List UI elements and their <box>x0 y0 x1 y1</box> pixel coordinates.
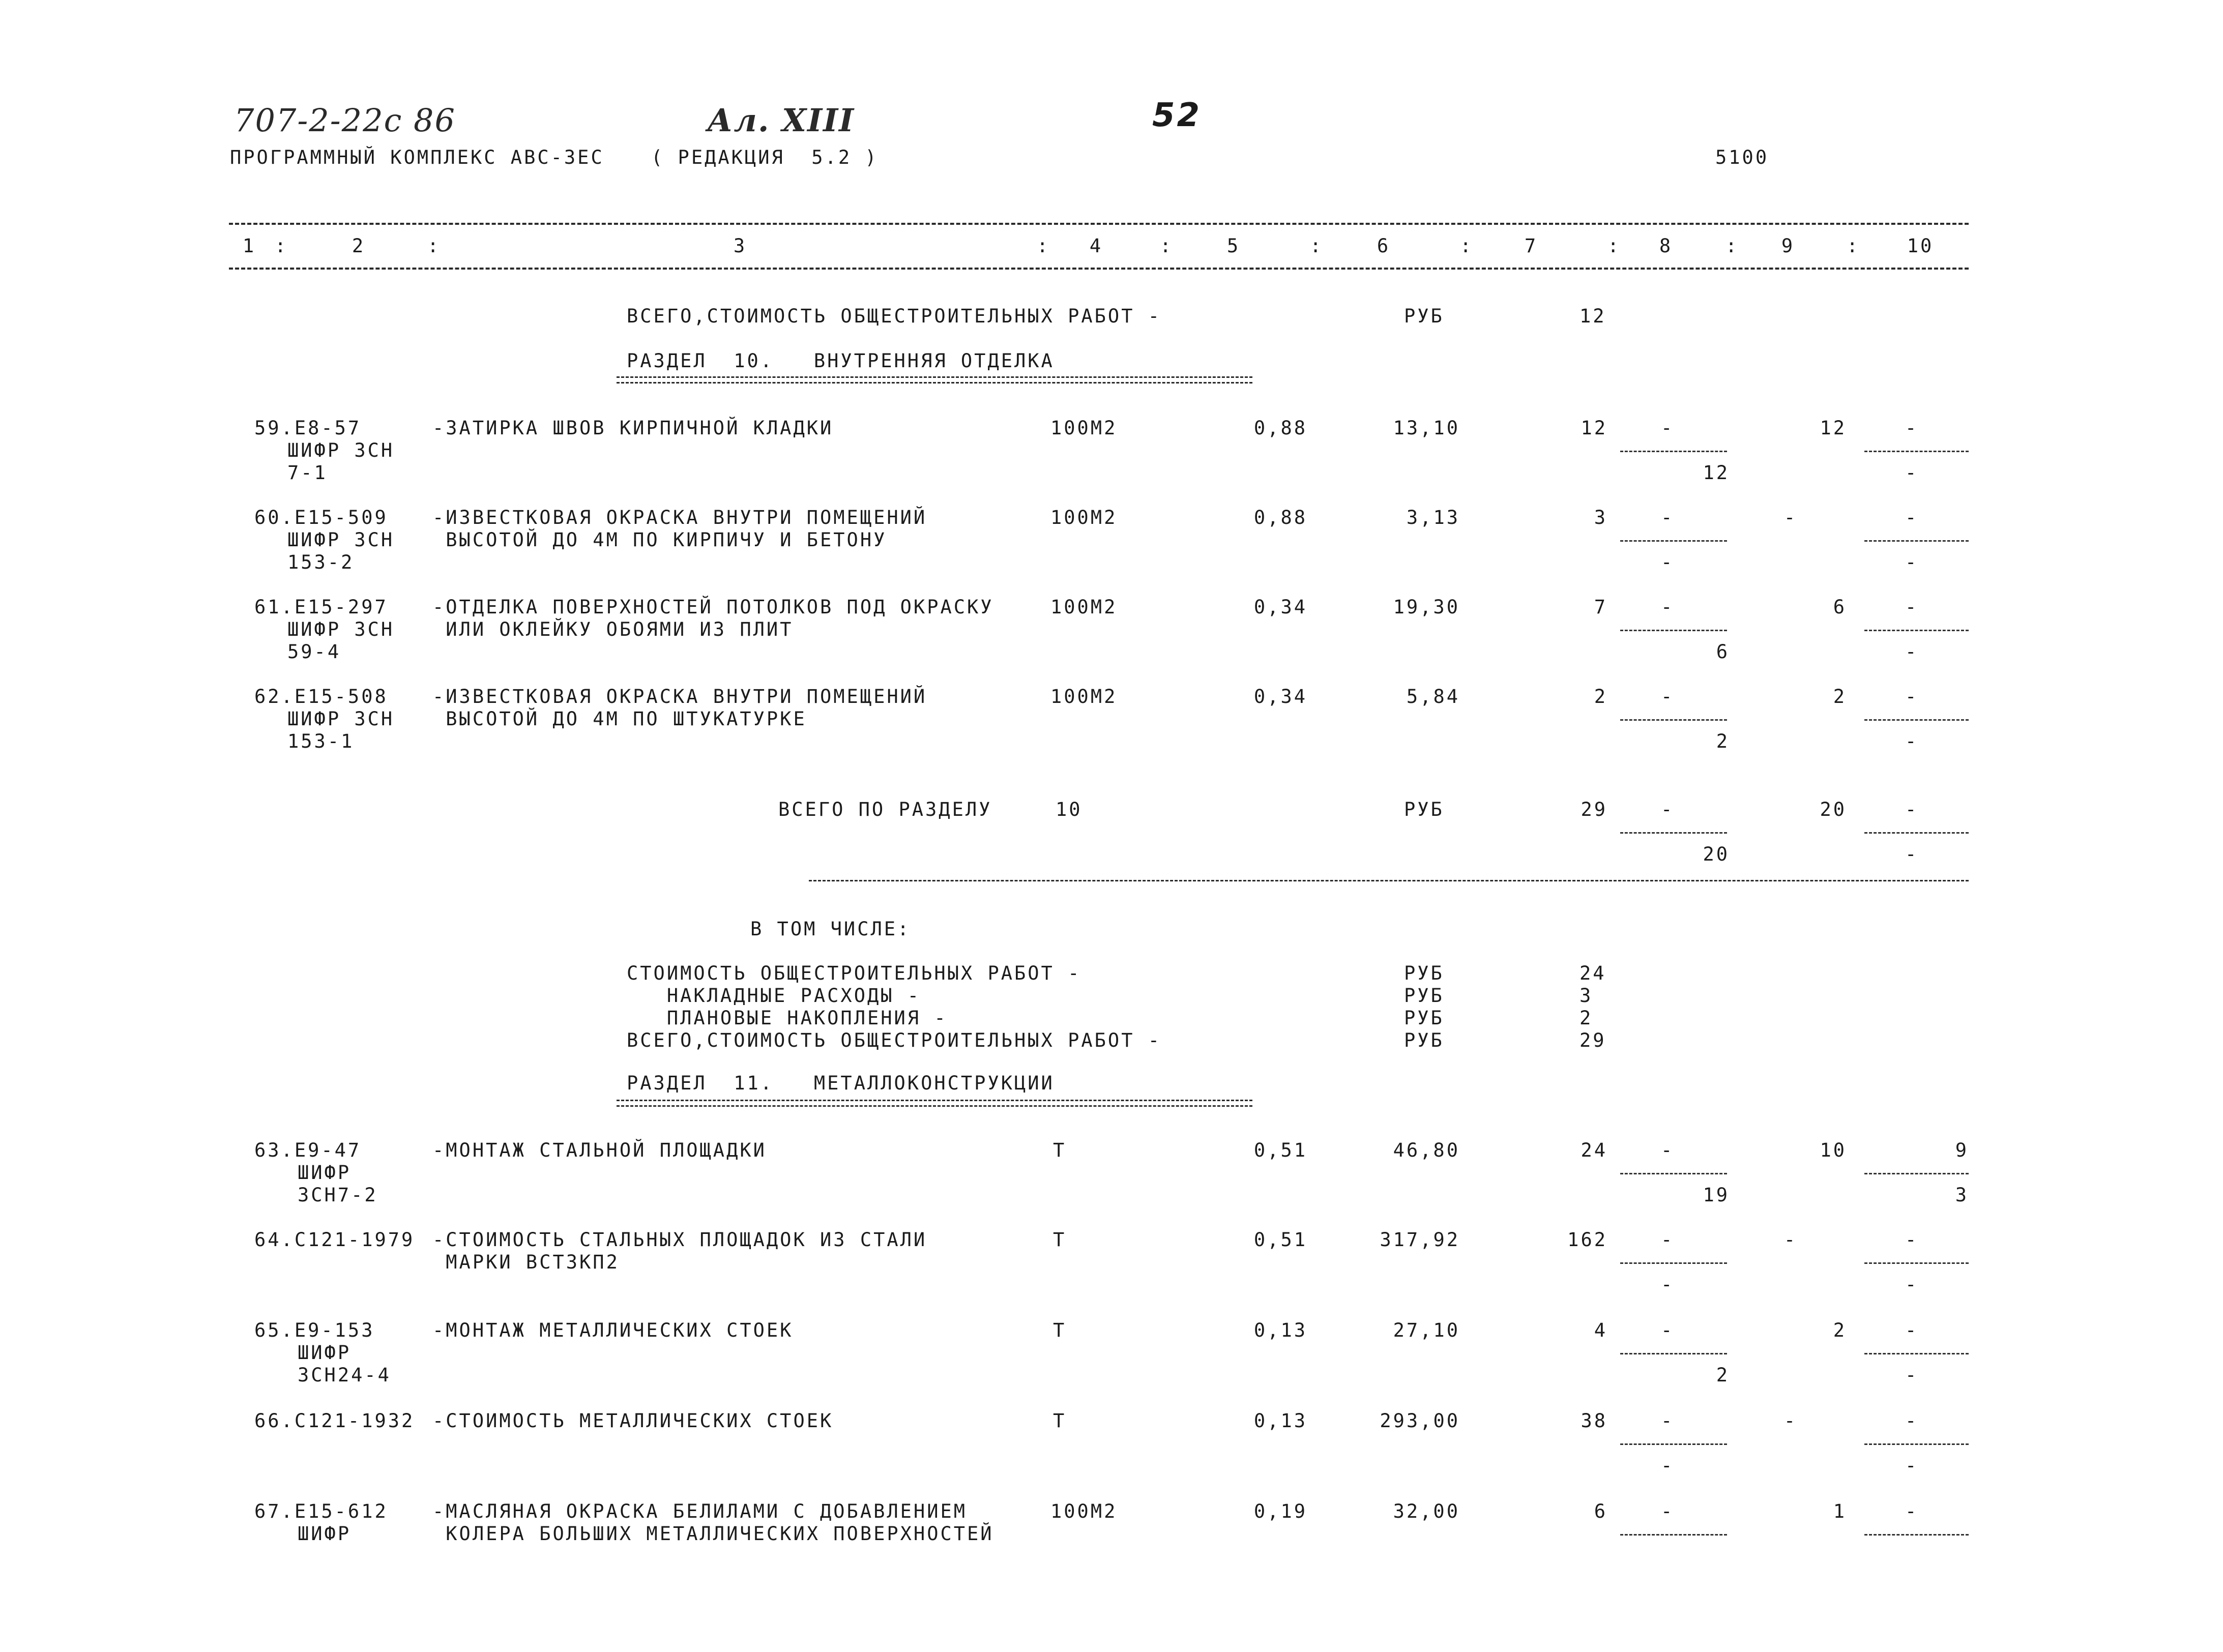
row-description: -ЗАТИРКА ШВОВ КИРПИЧНОЙ КЛАДКИ <box>432 417 834 439</box>
row-code-ref: 153-2 <box>287 551 355 573</box>
document-code: 707-2-22c 86 <box>234 102 456 139</box>
row-code: 65.Е9-153 <box>254 1319 375 1341</box>
summary-value: 12 <box>1579 305 1606 327</box>
row-description-cont: ИЛИ ОКЛЕЙКУ ОБОЯМИ ИЗ ПЛИТ <box>432 618 794 640</box>
sheet-label: Ал. XIII <box>707 102 855 139</box>
row-quantity: 0,13 <box>1253 1410 1307 1432</box>
row-col10-sub: - <box>1905 641 1919 663</box>
row-col10-rule <box>1864 540 1969 542</box>
row-unit: 100М2 <box>1050 686 1118 707</box>
row-col8-rule <box>1620 1443 1727 1445</box>
including-title: В ТОМ ЧИСЛЕ: <box>750 918 911 940</box>
section-total-rule <box>809 880 1969 881</box>
including-unit: РУБ <box>1404 985 1444 1007</box>
row-code: 61.Е15-297 <box>254 596 388 618</box>
row-quantity: 0,88 <box>1253 417 1307 439</box>
row-unit: 100М2 <box>1050 417 1118 439</box>
row-description: -ИЗВЕСТКОВАЯ ОКРАСКА ВНУТРИ ПОМЕЩЕНИЙ <box>432 507 927 528</box>
including-label: ВСЕГО,СТОИМОСТЬ ОБЩЕСТРОИТЕЛЬНЫХ РАБОТ - <box>627 1029 1162 1051</box>
row-description-cont: ВЫСОТОЙ ДО 4М ПО ШТУКАТУРКЕ <box>432 708 807 730</box>
row-description: -СТОИМОСТЬ СТАЛЬНЫХ ПЛОЩАДОК ИЗ СТАЛИ <box>432 1229 927 1251</box>
summary-unit: РУБ <box>1404 305 1444 327</box>
row-col10-sub: 3 <box>1955 1184 1969 1206</box>
row-col10-sub: - <box>1905 1455 1919 1477</box>
row-col10-mark: - <box>1905 1410 1919 1432</box>
column-header: 6 <box>1377 235 1391 257</box>
row-col10-mark: - <box>1905 417 1919 439</box>
row-col8: - <box>1661 686 1675 707</box>
row-code: 66.С121-1932 <box>254 1410 415 1432</box>
document-id: 5100 <box>1715 146 1769 168</box>
section-total-col8-rule <box>1620 832 1727 834</box>
row-unit: Т <box>1053 1319 1067 1341</box>
document-page: 707-2-22c 86 Ал. XIII 52 ПРОГРАММНЫЙ КОМПЛЕКС АВС-ЗЕС ( РЕДАКЦИЯ 5.2 ) 5100 1 : 2 : 3 : 4 : 5 : 6 : 7 : 8 : 9 : 10 ВСЕГО,СТОИМОСТЬ ОБЩЕСТРОИТЕЛЬНЫХ РАБОТ - РУБ 12 РАЗДЕЛ 10. ВНУТРЕННЯЯ ОТДЕЛКА 59.Е8-57 ШИФР ЗСН 7-1 -ЗАТИРКА ШВОВ КИРПИЧНОЙ КЛАДКИ 100М2 0,88 13,10 12 - 12 12 - - 60.Е15-509 ШИФР ЗСН 153-2 -ИЗВЕСТКОВАЯ ОКРАСКА ВНУТРИ ПОМЕЩЕНИЙ ВЫСОТОЙ ДО 4М ПО КИРПИЧУ И БЕТОНУ 100М2 0,88 3,13 3 - - - - - 61.Е15-297 ШИФР ЗСН 59-4 -ОТДЕЛКА ПОВЕРХНОСТЕЙ ПОТОЛКОВ ПОД ОКРАСКУ ИЛИ ОКЛЕЙКУ ОБОЯМИ ИЗ ПЛИТ 100М2 0,34 19,30 7 - 6 6 - - 62.Е15-508 ШИФР ЗСН 153-1 -ИЗВЕСТКОВАЯ ОКРАСКА ВНУТРИ ПОМЕЩЕНИЙ ВЫСОТОЙ ДО 4М ПО ШТУКАТУРКЕ 100М2 0,34 5,84 2 - 2 2 - - ВСЕГО ПО РАЗДЕЛУ 10 РУБ 29 - 20 20 - - В ТОМ ЧИСЛЕ: СТОИМОСТЬ ОБЩЕСТРОИТЕЛЬНЫХ РАБОТ - РУБ 24 НАКЛАДНЫЕ РАСХОДЫ - РУБ 3 ПЛАНОВЫЕ НАКОПЛЕНИЯ - РУБ 2 ВСЕГО,СТОИМОСТЬ ОБЩЕСТРОИТЕЛЬНЫХ РАБОТ - РУБ 29 РАЗДЕЛ 11. МЕТАЛЛОКОНСТРУКЦИИ 63.Е9-47 ШИФР ЗСН7-2 -МОНТАЖ СТАЛЬНОЙ ПЛОЩАДКИ Т 0,51 46,80 24 - 19 10 9 3 64.С121-1979 -СТОИМОСТЬ СТАЛЬНЫХ ПЛОЩАДОК ИЗ СТАЛИ МАРКИ ВСТЗКП2 Т 0,51 317,92 162 - - - - - 65.Е9-153 ШИФР ЗСН24-4 -МОНТАЖ МЕТАЛЛИЧЕСКИХ СТОЕК Т 0,13 27,10 4 - 2 2 - - 66.С121-1932 -СТОИМОСТЬ МЕТАЛЛИЧЕСКИХ СТОЕК Т 0,13 293,00 38 - - - - - 67.Е15-612 ШИФР -МАСЛЯНАЯ ОКРАСКА БЕЛИЛАМИ С ДОБАВЛЕНИЕМ КОЛЕРА БОЛЬШИХ МЕТАЛЛИЧЕСКИХ ПОВЕРХНОСТЕЙ 100М2 0,19 32,00 6 - 1 - <box>230 97 1969 1545</box>
row-col8: - <box>1661 1319 1675 1341</box>
including-value: 3 <box>1579 985 1593 1007</box>
row-col8-rule <box>1620 1173 1727 1174</box>
program-name: ПРОГРАММНЫЙ КОМПЛЕКС АВС-ЗЕС <box>230 146 604 168</box>
row-col10-rule <box>1864 1173 1969 1174</box>
row-unit: Т <box>1053 1229 1067 1251</box>
row-code-ref: ЗСН7-2 <box>298 1184 378 1206</box>
including-unit: РУБ <box>1404 1007 1444 1029</box>
row-code: 60.Е15-509 <box>254 507 388 528</box>
row-code-ref: 7-1 <box>287 462 328 484</box>
row-col10-rule <box>1864 719 1969 721</box>
row-total: 3 <box>1594 507 1607 528</box>
row-col10-rule <box>1864 1353 1969 1354</box>
row-description: -МОНТАЖ СТАЛЬНОЙ ПЛОЩАДКИ <box>432 1139 767 1161</box>
row-col8: - <box>1661 596 1675 618</box>
row-code-cipher: ШИФР <box>298 1162 352 1184</box>
row-total: 6 <box>1594 1500 1607 1522</box>
row-col8-sub: 19 <box>1703 1184 1730 1206</box>
header-top-rule <box>229 223 1969 225</box>
section-total-col10: 20 <box>1820 799 1847 820</box>
row-col10-sub: - <box>1905 462 1919 484</box>
row-col10-mark: - <box>1905 1500 1919 1522</box>
row-col9: - <box>1783 1410 1798 1432</box>
row-total: 162 <box>1567 1229 1607 1251</box>
row-col8-rule <box>1620 1534 1727 1536</box>
row-col8-sub: 2 <box>1716 730 1730 752</box>
row-col8-rule <box>1620 719 1727 721</box>
row-code-ref: 59-4 <box>287 641 341 663</box>
row-col10-mark: - <box>1905 596 1919 618</box>
row-quantity: 0,19 <box>1253 1500 1307 1522</box>
row-description: -ИЗВЕСТКОВАЯ ОКРАСКА ВНУТРИ ПОМЕЩЕНИЙ <box>432 686 927 707</box>
row-col10-sub: - <box>1905 1364 1919 1386</box>
row-col9: - <box>1783 1229 1798 1251</box>
including-label: ПЛАНОВЫЕ НАКОПЛЕНИЯ - <box>627 1007 948 1029</box>
row-col8-sub: 6 <box>1716 641 1730 663</box>
row-col10-mark: - <box>1905 686 1919 707</box>
row-col8: - <box>1661 1410 1675 1432</box>
row-col8-sub: 2 <box>1716 1364 1730 1386</box>
including-value: 2 <box>1579 1007 1593 1029</box>
row-col10-sub: - <box>1905 730 1919 752</box>
row-code-ref: ЗСН24-4 <box>298 1364 391 1386</box>
row-description-cont: КОЛЕРА БОЛЬШИХ МЕТАЛЛИЧЕСКИХ ПОВЕРХНОСТЕЙ <box>432 1523 994 1545</box>
row-col10-mark: 9 <box>1955 1139 1969 1161</box>
row-code-cipher: ШИФР ЗСН <box>287 439 395 461</box>
row-description-cont: ВЫСОТОЙ ДО 4М ПО КИРПИЧУ И БЕТОНУ <box>432 529 887 551</box>
row-unit-price: 13,10 <box>1393 417 1460 439</box>
row-unit: 100М2 <box>1050 1500 1118 1522</box>
row-col8-sub: - <box>1661 1455 1675 1477</box>
row-total: 2 <box>1594 686 1607 707</box>
header-bottom-rule <box>229 268 1969 270</box>
row-code-cipher: ШИФР ЗСН <box>287 618 395 640</box>
row-unit-price: 5,84 <box>1406 686 1460 707</box>
row-col10-rule <box>1864 1262 1969 1264</box>
column-header: 4 <box>1089 235 1103 257</box>
row-col8-rule <box>1620 451 1727 452</box>
section-total-col10-mark: - <box>1905 799 1919 820</box>
row-total: 4 <box>1594 1319 1607 1341</box>
row-quantity: 0,34 <box>1253 686 1307 707</box>
row-col8-sub: 12 <box>1703 462 1730 484</box>
row-total: 7 <box>1594 596 1607 618</box>
section-total-col10-rule <box>1864 832 1969 834</box>
row-col10: 12 <box>1820 417 1847 439</box>
row-code-ref: 153-1 <box>287 730 355 752</box>
row-code: 67.Е15-612 <box>254 1500 388 1522</box>
row-col10: 2 <box>1833 686 1847 707</box>
including-unit: РУБ <box>1404 962 1444 984</box>
row-code-cipher: ШИФР <box>298 1342 352 1364</box>
row-col8: - <box>1661 1139 1675 1161</box>
section-total-unit: РУБ <box>1404 799 1444 820</box>
row-col8-sub: - <box>1661 551 1675 573</box>
row-col10-sub: - <box>1905 551 1919 573</box>
section-title: РАЗДЕЛ 10. ВНУТРЕННЯЯ ОТДЕЛКА <box>627 350 1055 372</box>
row-total: 24 <box>1581 1139 1607 1161</box>
row-code: 63.Е9-47 <box>254 1139 362 1161</box>
row-description: -СТОИМОСТЬ МЕТАЛЛИЧЕСКИХ СТОЕК <box>432 1410 834 1432</box>
including-value: 29 <box>1579 1029 1606 1051</box>
row-quantity: 0,88 <box>1253 507 1307 528</box>
column-header: 8 <box>1659 235 1673 257</box>
row-col10: 2 <box>1833 1319 1847 1341</box>
row-quantity: 0,51 <box>1253 1139 1307 1161</box>
section-total-col8: - <box>1661 799 1675 820</box>
row-quantity: 0,51 <box>1253 1229 1307 1251</box>
including-label: СТОИМОСТЬ ОБЩЕСТРОИТЕЛЬНЫХ РАБОТ - <box>627 962 1081 984</box>
row-total: 12 <box>1581 417 1607 439</box>
section-underline <box>617 1100 1252 1107</box>
row-col8-rule <box>1620 1262 1727 1264</box>
section-total-col8-sub: 20 <box>1703 843 1730 865</box>
row-unit-price: 19,30 <box>1393 596 1460 618</box>
row-col10: 10 <box>1820 1139 1847 1161</box>
including-unit: РУБ <box>1404 1029 1444 1051</box>
row-col8-sub: - <box>1661 1274 1675 1295</box>
row-code-cipher: ШИФР <box>298 1523 352 1545</box>
row-col10-rule <box>1864 1534 1969 1536</box>
section-total-col10-sub: - <box>1905 843 1919 865</box>
row-description: -МАСЛЯНАЯ ОКРАСКА БЕЛИЛАМИ С ДОБАВЛЕНИЕМ <box>432 1500 968 1522</box>
row-description-cont: МАРКИ ВСТЗКП2 <box>432 1251 620 1273</box>
summary-label: ВСЕГО,СТОИМОСТЬ ОБЩЕСТРОИТЕЛЬНЫХ РАБОТ - <box>627 305 1162 327</box>
row-col10: 6 <box>1833 596 1847 618</box>
row-code-cipher: ШИФР ЗСН <box>287 708 395 730</box>
column-header: 3 <box>733 235 747 257</box>
row-unit-price: 293,00 <box>1380 1410 1460 1432</box>
column-header: 5 <box>1226 235 1241 257</box>
row-col10-mark: - <box>1905 507 1919 528</box>
row-code-cipher: ШИФР ЗСН <box>287 529 395 551</box>
section-total-label: ВСЕГО ПО РАЗДЕЛУ <box>778 799 992 820</box>
row-quantity: 0,13 <box>1253 1319 1307 1341</box>
row-unit: 100М2 <box>1050 507 1118 528</box>
row-unit-price: 27,10 <box>1393 1319 1460 1341</box>
column-header: 1 <box>242 235 256 257</box>
row-col10-rule <box>1864 451 1969 452</box>
section-title: РАЗДЕЛ 11. МЕТАЛЛОКОНСТРУКЦИИ <box>627 1072 1055 1094</box>
row-unit-price: 46,80 <box>1393 1139 1460 1161</box>
row-col8: - <box>1661 507 1675 528</box>
column-header: 7 <box>1524 235 1538 257</box>
row-total: 38 <box>1581 1410 1607 1432</box>
row-col8: - <box>1661 417 1675 439</box>
section-total-number: 10 <box>1056 799 1083 820</box>
row-unit-price: 317,92 <box>1380 1229 1460 1251</box>
row-unit-price: 32,00 <box>1393 1500 1460 1522</box>
row-code: 62.Е15-508 <box>254 686 388 707</box>
including-label: НАКЛАДНЫЕ РАСХОДЫ - <box>627 985 921 1007</box>
row-description: -МОНТАЖ МЕТАЛЛИЧЕСКИХ СТОЕК <box>432 1319 794 1341</box>
row-col10-mark: - <box>1905 1229 1919 1251</box>
row-code: 59.Е8-57 <box>254 417 362 439</box>
column-header: 10 <box>1907 235 1934 257</box>
section-total-value: 29 <box>1581 799 1607 820</box>
row-col10-rule <box>1864 630 1969 631</box>
edition-label: ( РЕДАКЦИЯ 5.2 ) <box>651 146 879 168</box>
row-col8-rule <box>1620 540 1727 542</box>
row-unit: Т <box>1053 1139 1067 1161</box>
row-code: 64.С121-1979 <box>254 1229 415 1251</box>
column-header: 2 <box>352 235 366 257</box>
row-col8: - <box>1661 1500 1675 1522</box>
row-unit-price: 3,13 <box>1406 507 1460 528</box>
row-col8-rule <box>1620 1353 1727 1354</box>
row-col9: - <box>1783 507 1798 528</box>
column-header: 9 <box>1781 235 1795 257</box>
section-underline <box>617 376 1252 383</box>
row-col10: 1 <box>1833 1500 1847 1522</box>
row-unit: 100М2 <box>1050 596 1118 618</box>
including-value: 24 <box>1579 962 1606 984</box>
page-number: 52 <box>1152 97 1202 134</box>
row-col8: - <box>1661 1229 1675 1251</box>
row-description: -ОТДЕЛКА ПОВЕРХНОСТЕЙ ПОТОЛКОВ ПОД ОКРАСКУ <box>432 596 994 618</box>
row-quantity: 0,34 <box>1253 596 1307 618</box>
row-col10-sub: - <box>1905 1274 1919 1295</box>
row-col10-rule <box>1864 1443 1969 1445</box>
row-col8-rule <box>1620 630 1727 631</box>
row-col10-mark: - <box>1905 1319 1919 1341</box>
row-unit: Т <box>1053 1410 1067 1432</box>
